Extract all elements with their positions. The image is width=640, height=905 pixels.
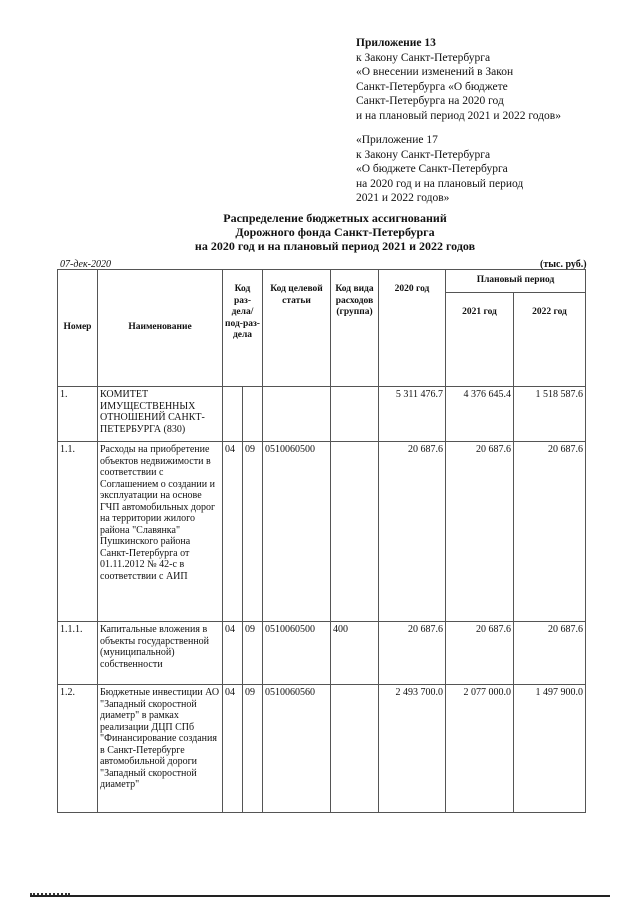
row-subsection bbox=[243, 387, 263, 442]
units-label: (тыс. руб.) bbox=[540, 259, 587, 270]
header-number: Номер bbox=[58, 270, 98, 387]
appendix-17-block bbox=[356, 133, 523, 206]
row-expense-type bbox=[331, 442, 379, 622]
row-value-2021: 20 687.6 bbox=[446, 442, 514, 622]
row-value-2022: 20 687.6 bbox=[514, 622, 586, 685]
row-value-2022: 1 497 900.0 bbox=[514, 685, 586, 813]
header-planning-period: Плановый период bbox=[446, 270, 586, 293]
row-section: 04 bbox=[223, 442, 243, 622]
appendix-13-block bbox=[356, 36, 561, 123]
header-2022: 2022 год bbox=[514, 293, 586, 387]
header-expense-type-code: Код вида расходов (группа) bbox=[331, 270, 379, 387]
row-value-2022: 20 687.6 bbox=[514, 442, 586, 622]
document-date: 07-дек-2020 bbox=[60, 259, 111, 270]
appendix-13-line: Санкт-Петербурга на 2020 год bbox=[356, 95, 504, 107]
row-target-code bbox=[263, 387, 331, 442]
row-expense-type: 400 bbox=[331, 622, 379, 685]
row-number: 1.1.1. bbox=[58, 622, 98, 685]
row-number: 1. bbox=[58, 387, 98, 442]
appendix-17-line: «О бюджете Санкт-Петербурга bbox=[356, 163, 508, 175]
header-target-code: Код целевой статьи bbox=[263, 270, 331, 387]
budget-table bbox=[57, 269, 586, 813]
appendix-17-line: 2021 и 2022 годов» bbox=[356, 192, 450, 204]
appendix-13-line: и на плановый период 2021 и 2022 годов» bbox=[356, 109, 561, 122]
row-target-code: 0510060560 bbox=[263, 685, 331, 813]
row-value-2021: 20 687.6 bbox=[446, 622, 514, 685]
row-name: Бюджетные инвестиции АО "Западный скоростной диаметр" в рамках реализации ДЦП СПб "Финансирование создания в Санкт-Петербурге автомобильной дороги "Западный скоростной диаметр" bbox=[98, 685, 223, 813]
row-number: 1.2. bbox=[58, 685, 98, 813]
appendix-17-line: «Приложение 17 bbox=[356, 134, 438, 146]
header-section-code: Код раз-дела/ под-раз-дела bbox=[223, 270, 263, 387]
row-section bbox=[223, 387, 243, 442]
row-value-2021: 4 376 645.4 bbox=[446, 387, 514, 442]
row-expense-type bbox=[331, 685, 379, 813]
table-row bbox=[58, 442, 586, 622]
appendix-13-line: к Закону Санкт-Петербурга bbox=[356, 51, 491, 64]
document-title-line: Дорожного фонда Санкт-Петербурга bbox=[235, 225, 435, 239]
appendix-17-line: к Закону Санкт-Петербурга bbox=[356, 148, 491, 161]
appendix-13-line: «О внесении изменений в Закон bbox=[356, 66, 514, 78]
row-target-code: 0510060500 bbox=[263, 622, 331, 685]
header-2021: 2021 год bbox=[446, 293, 514, 387]
row-subsection: 09 bbox=[243, 442, 263, 622]
appendix-13-line: Санкт-Петербурга «О бюджете bbox=[356, 80, 508, 93]
document-title bbox=[150, 211, 520, 253]
row-expense-type bbox=[331, 387, 379, 442]
header-2020: 2020 год bbox=[379, 270, 446, 387]
row-name: Расходы на приобретение объектов недвижимости в соответствии с Соглашением о создании и эксплуатации на основе ГЧП автомобильных дорог на территории жилого района "Славянка" Пушкинского района Санкт-Петербурга от 01.11.2012 № 42-с в соответствии с АИП bbox=[98, 442, 223, 622]
page-bottom-rule bbox=[30, 895, 610, 897]
row-value-2022: 1 518 587.6 bbox=[514, 387, 586, 442]
document-title-line: на 2020 год и на плановый период 2021 и 2022 годов bbox=[194, 239, 476, 253]
row-subsection: 09 bbox=[243, 622, 263, 685]
table-row bbox=[58, 387, 586, 442]
row-section: 04 bbox=[223, 685, 243, 813]
row-name: Капитальные вложения в объекты государственной (муниципальной) собственности bbox=[98, 622, 223, 685]
header-name: Наименование bbox=[98, 270, 223, 387]
row-value-2020: 2 493 700.0 bbox=[379, 685, 446, 813]
appendix-13-title: Приложение 13 bbox=[356, 37, 436, 49]
row-name: КОМИТЕТ ИМУЩЕСТВЕННЫХ ОТНОШЕНИЙ САНКТ-ПЕТЕРБУРГА (830) bbox=[98, 387, 223, 442]
row-value-2021: 2 077 000.0 bbox=[446, 685, 514, 813]
row-target-code: 0510060500 bbox=[263, 442, 331, 622]
row-number: 1.1. bbox=[58, 442, 98, 622]
row-section: 04 bbox=[223, 622, 243, 685]
appendix-17-line: на 2020 год и на плановый период bbox=[356, 177, 524, 190]
row-value-2020: 20 687.6 bbox=[379, 622, 446, 685]
row-value-2020: 5 311 476.7 bbox=[379, 387, 446, 442]
table-row bbox=[58, 622, 586, 685]
table-row bbox=[58, 685, 586, 813]
row-subsection: 09 bbox=[243, 685, 263, 813]
document-title-line: Распределение бюджетных ассигнований bbox=[223, 211, 447, 225]
row-value-2020: 20 687.6 bbox=[379, 442, 446, 622]
